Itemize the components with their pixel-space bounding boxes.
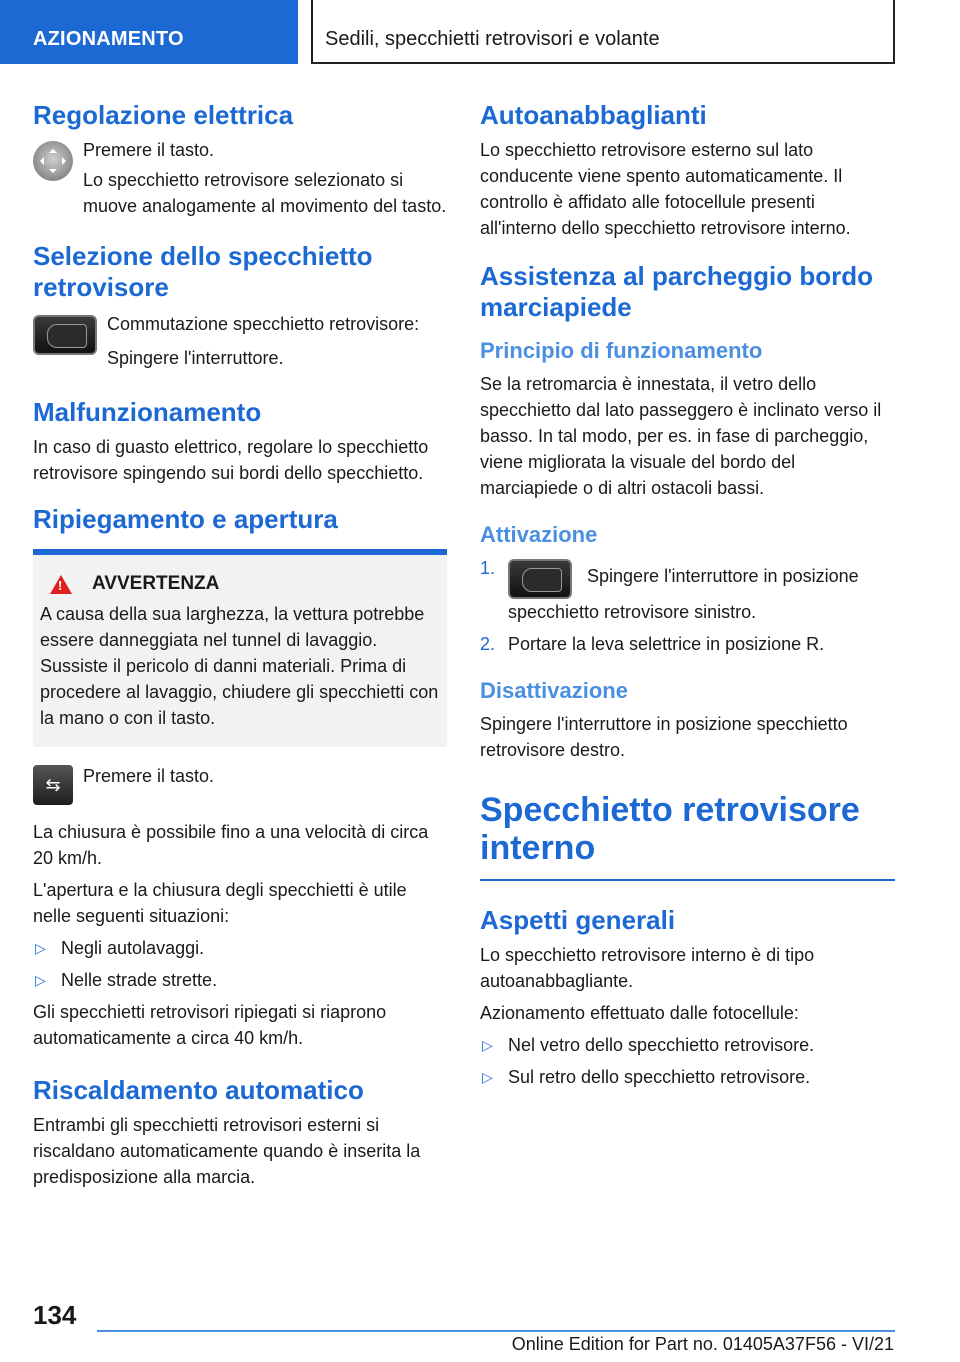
header-section-tab xyxy=(0,0,298,64)
paragraph: L'apertura e la chiusura degli specchietti è utile nelle seguenti situazioni: xyxy=(33,880,407,926)
subsection-title-attivazione: Attivazione xyxy=(480,522,598,547)
subsection-title-disattivazione: Disattivazione xyxy=(480,678,628,703)
paragraph: La chiusura è possibile fino a una velocità di circa 20 km/h. xyxy=(33,822,429,868)
left-column xyxy=(33,100,447,1190)
mirror-fold-button-icon: ⇆ xyxy=(33,765,73,805)
section-title-selezione: Selezione dello specchietto retrovisore xyxy=(33,241,373,302)
paragraph: Premere il tasto. xyxy=(83,140,215,160)
warning-triangle-icon xyxy=(50,575,72,594)
mirror-adjust-button-icon xyxy=(33,141,73,181)
page-number: 134 xyxy=(33,1300,77,1330)
paragraph: Lo specchietto retrovisore interno è di tipo autoanabbagliante. xyxy=(480,945,815,991)
header-section-label: AZIONAMENTO xyxy=(33,28,184,50)
step-item: 2. Portare la leva selettrice in posizione R. xyxy=(480,631,895,657)
paragraph: Lo specchietto retrovisore esterno sul lato conducente viene spento automaticamente. Il controllo è affidato alle fotocellule presenti all'interno dello specchietto retrovisore interno. xyxy=(480,140,851,238)
section-title-regolazione: Regolazione elettrica xyxy=(33,100,294,130)
section-title-assistenza: Assistenza al parcheggio bordo marciapiede xyxy=(480,261,873,322)
photocell-list xyxy=(480,1032,895,1090)
subsection-title-principio: Principio di funzionamento xyxy=(480,338,763,363)
list-item: ▷ Sul retro dello specchietto retrovisore. xyxy=(480,1064,895,1090)
header-chapter-tab xyxy=(311,0,895,64)
paragraph: Spingere l'interruttore. xyxy=(107,348,284,368)
paragraph: Entrambi gli specchietti retrovisori esterni si riscaldano automaticamente quando è inserita la predisposizione alla marcia. xyxy=(33,1115,421,1187)
list-item: ▷ Negli autolavaggi. xyxy=(33,935,447,961)
list-item: ▷ Nelle strade strette. xyxy=(33,967,447,993)
mirror-switch-icon xyxy=(508,559,572,599)
paragraph: Premere il tasto. xyxy=(83,766,215,786)
section-divider xyxy=(480,879,895,881)
list-item: ▷ Nel vetro dello specchietto retrovisore. xyxy=(480,1032,895,1058)
section-title-ripiegamento: Ripiegamento e apertura xyxy=(33,504,338,534)
warning-header xyxy=(46,573,439,595)
footer-divider xyxy=(97,1330,895,1332)
fold-row xyxy=(33,763,447,805)
regolazione-row xyxy=(33,137,447,219)
footer-edition: Online Edition for Part no. 01405A37F56 - VI/21 xyxy=(511,1334,894,1354)
triangle-bullet-icon: ▷ xyxy=(482,1037,493,1053)
section-title-riscaldamento: Riscaldamento automatico xyxy=(33,1075,364,1105)
activation-steps xyxy=(480,555,895,657)
step-item: 1. Spingere l'interruttore in posizione specchietto retrovisore sinistro. xyxy=(480,555,895,625)
paragraph: Commutazione specchietto retrovisore: xyxy=(107,314,420,334)
triangle-bullet-icon: ▷ xyxy=(482,1069,493,1085)
step-number: 1. xyxy=(480,558,496,578)
section-title-autoanabbaglianti: Autoanabbaglianti xyxy=(480,100,707,130)
mirror-switch-icon xyxy=(33,315,97,355)
paragraph: Se la retromarcia è innestata, il vetro dello specchietto dal lato passeggero è inclinato verso il basso. In tal modo, per es. in fase di parcheggio, viene migliorata la visuale del bordo del marciapiede o di altri ostacoli bassi. xyxy=(480,374,882,498)
triangle-bullet-icon: ▷ xyxy=(35,972,46,988)
subsection-title-aspetti: Aspetti generali xyxy=(480,905,676,935)
step-number: 2. xyxy=(480,634,496,654)
warning-title: AVVERTENZA xyxy=(92,573,220,594)
paragraph: In caso di guasto elettrico, regolare lo specchietto retrovisore spingendo sui bordi dello specchietto. xyxy=(33,437,429,483)
paragraph: Spingere l'interruttore in posizione specchietto retrovisore destro. xyxy=(480,714,848,760)
triangle-bullet-icon: ▷ xyxy=(35,940,46,956)
selezione-row xyxy=(33,311,447,371)
warning-text: A causa della sua larghezza, la vettura potrebbe essere danneggiata nel tunnel di lavaggio. Sussiste il pericolo di danni materiali. Prima di procedere al lavaggio, chiudere gli specchietti con la mano o con il tasto. xyxy=(40,604,439,728)
section-title-specchietto-interno: Specchietto retrovisore interno xyxy=(480,791,860,867)
paragraph: Lo specchietto retrovisore selezionato si muove analogamente al movimento del tasto. xyxy=(83,170,447,216)
paragraph: Azionamento effettuato dalle fotocellule: xyxy=(480,1003,799,1023)
header-chapter-label: Sedili, specchietti retrovisori e volante xyxy=(325,28,660,50)
warning-box xyxy=(33,549,447,747)
paragraph: Gli specchietti retrovisori ripiegati si riaprono automaticamente a circa 40 km/h. xyxy=(33,1002,387,1048)
section-title-malfunzionamento: Malfunzionamento xyxy=(33,397,262,427)
situations-list xyxy=(33,935,447,993)
right-column xyxy=(480,100,895,1090)
